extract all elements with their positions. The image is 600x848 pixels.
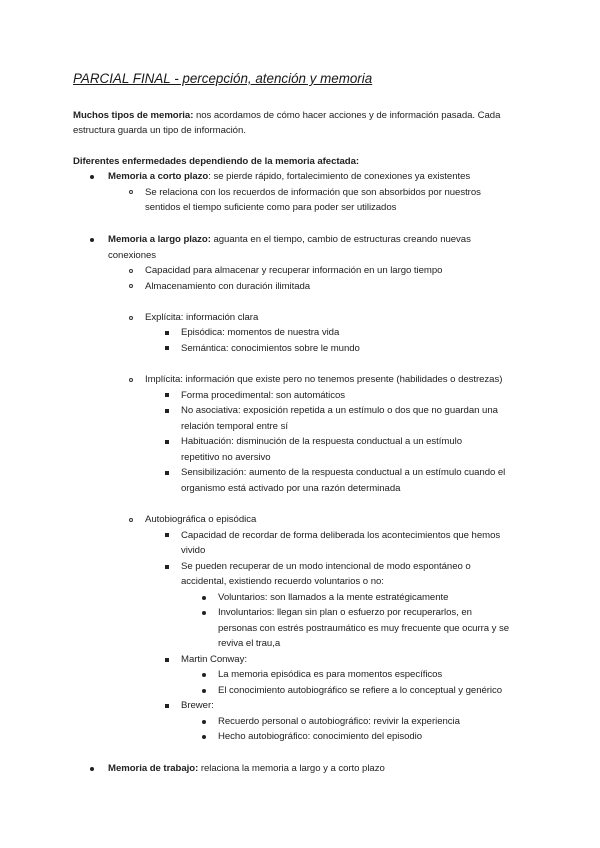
implicit-procedural: Forma procedimental: son automáticos [181, 390, 346, 401]
short-term-item [108, 170, 470, 183]
bullet-square [165, 440, 169, 444]
diseases-heading: Diferentes enfermedades dependiendo de la memoria afectada: [73, 156, 360, 167]
bullet-dot [90, 175, 94, 179]
autobio-capacity-line-1: Capacidad de recordar de forma deliberada los acontecimientos que hemos [181, 530, 501, 541]
bullet-dot [202, 596, 206, 600]
long-term-text-1: aguanta en el tiempo, cambio de estructuras creando nuevas [210, 234, 471, 245]
bullet-square [165, 346, 169, 350]
short-term-sub-line-1: Se relaciona con los recuerdos de información que son absorbidos por nuestros [145, 187, 481, 198]
autobio-label: Autobiográfica o episódica [145, 514, 257, 525]
implicit-habituation-line-2: repetitivo no aversivo [181, 452, 271, 463]
bullet-square [165, 471, 169, 475]
autobio-conway-1: La memoria episódica es para momentos específicos [218, 669, 443, 680]
bullet-dot [90, 767, 94, 771]
document-title: PARCIAL FINAL - percepción, atención y memoria [73, 71, 373, 86]
explicit-label: Explícita: información clara [145, 312, 259, 323]
working-memory-bold: Memoria de trabajo: [108, 763, 199, 774]
working-memory-item [108, 762, 385, 775]
bullet-dot [202, 720, 206, 724]
long-term-item [108, 233, 471, 246]
long-term-storage: Almacenamiento con duración ilimitada [145, 281, 311, 292]
autobio-voluntary: Voluntarios: son llamados a la mente estratégicamente [218, 592, 449, 603]
autobio-conway-2: El conocimiento autobiográfico se refiere a lo conceptual y genérico [218, 685, 503, 696]
bullet-dot [202, 735, 206, 739]
long-term-text-2: conexiones [108, 250, 157, 261]
intro-text-1: nos acordamos de cómo hacer acciones y de información pasada. Cada [193, 110, 501, 121]
implicit-nonassoc-line-1: No asociativa: exposición repetida a un estímulo o dos que no guardan una [181, 405, 498, 416]
bullet-dot [202, 611, 206, 615]
implicit-nonassoc-line-2: relación temporal entre sí [181, 421, 288, 432]
autobio-involuntary-line-1: Involuntarios: llegan sin plan o esfuerzo por recuperarlos, en [218, 607, 472, 618]
bullet-square [165, 658, 169, 662]
autobio-recover-line-1: Se pueden recuperar de un modo intencional de modo espontáneo o [181, 561, 471, 572]
short-term-bold: Memoria a corto plazo [108, 171, 209, 182]
bullet-dot [90, 238, 94, 242]
bullet-ring [129, 316, 133, 320]
bullet-ring [129, 518, 133, 522]
autobio-brewer-2: Hecho autobiográfico: conocimiento del episodio [218, 731, 423, 742]
bullet-square [165, 704, 169, 708]
bullet-ring [129, 284, 133, 288]
short-term-text: : se pierde rápido, fortalecimiento de conexiones ya existentes [208, 171, 471, 182]
autobio-conway: Martin Conway: [181, 654, 247, 665]
autobio-recover-line-2: accidental, existiendo recuerdo voluntarios o no: [181, 576, 384, 587]
bullet-dot [202, 689, 206, 693]
bullet-square [165, 565, 169, 569]
implicit-label: Implícita: información que existe pero no tenemos presente (habilidades o destrezas) [145, 374, 503, 385]
autobio-brewer: Brewer: [181, 700, 214, 711]
bullet-square [165, 393, 169, 397]
autobio-involuntary-line-2: personas con estrés postraumático es muy frecuente que ocurra y se [218, 623, 510, 634]
autobio-brewer-1: Recuerdo personal o autobiográfico: revivir la experiencia [218, 716, 460, 727]
working-memory-text: relaciona la memoria a largo y a corto plazo [198, 763, 385, 774]
intro-line-2: estructura guarda un tipo de información. [73, 125, 246, 136]
implicit-sensitization-line-1: Sensibilización: aumento de la respuesta conductual a un estímulo cuando el [181, 467, 506, 478]
explicit-semantic: Semántica: conocimientos sobre le mundo [181, 343, 360, 354]
intro-bold: Muchos tipos de memoria: [73, 110, 194, 121]
intro-line-1 [73, 109, 500, 122]
short-term-sub-line-2: sentidos el tiempo suficiente como para poder ser utilizados [145, 202, 397, 213]
bullet-dot [202, 673, 206, 677]
autobio-capacity-line-2: vivido [181, 545, 206, 556]
long-term-bold: Memoria a largo plazo: [108, 234, 211, 245]
bullet-square [165, 409, 169, 413]
bullet-square [165, 533, 169, 537]
autobio-involuntary-line-3: reviva el trau,a [218, 638, 281, 649]
bullet-ring [129, 378, 133, 382]
bullet-square [165, 331, 169, 335]
long-term-capacity: Capacidad para almacenar y recuperar información en un largo tiempo [145, 265, 443, 276]
implicit-habituation-line-1: Habituación: disminución de la respuesta conductual a un estímulo [181, 436, 463, 447]
explicit-episodic: Episódica: momentos de nuestra vida [181, 327, 340, 338]
bullet-ring [129, 269, 133, 273]
implicit-sensitization-line-2: organismo está activado por una razón determinada [181, 483, 401, 494]
bullet-ring [129, 190, 133, 194]
